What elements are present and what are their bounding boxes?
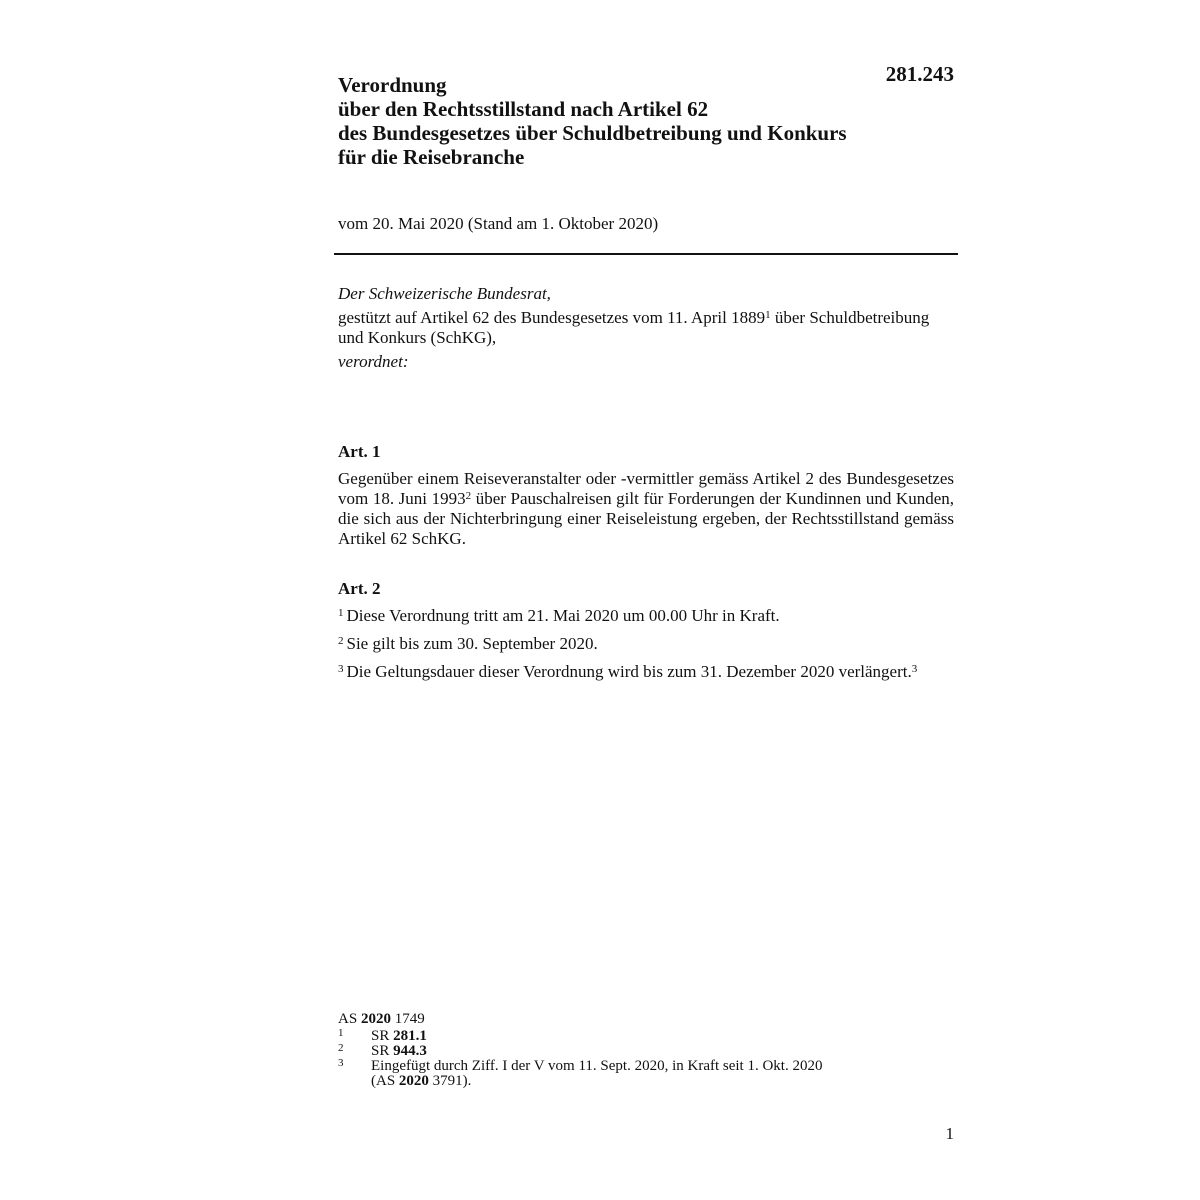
paragraph-number: 1 xyxy=(338,607,344,619)
paragraph-text: Diese Verordnung tritt am 21. Mai 2020 um 00.00 Uhr in Kraft. xyxy=(346,606,780,625)
paragraph-text: Sie gilt bis zum 30. September 2020. xyxy=(346,634,598,653)
footnote-ref[interactable]: 2 xyxy=(465,490,472,502)
footnote-as-reference xyxy=(371,1074,954,1089)
footnote-text: SR xyxy=(371,1028,394,1044)
paragraph xyxy=(338,634,954,654)
divider-rule xyxy=(334,253,958,255)
paragraph-text: Die Geltungsdauer dieser Verordnung wird bis zum 31. Dezember 2020 verlängert. xyxy=(346,662,912,681)
article-text-part: Gegenüber einem Reiseveranstalter oder -vermittler gemäss Artikel 2 des Bundesgesetzes vom 18. Juni 1993 xyxy=(338,469,954,508)
document-title xyxy=(338,73,938,169)
sr-number: 281.243 xyxy=(885,62,954,86)
footnote-number: 3 xyxy=(338,1057,344,1069)
footnote-number: 2 xyxy=(338,1042,344,1054)
footnote-ref-number: 944.3 xyxy=(393,1043,427,1059)
preamble-issuer: Der Schweizerische Bundesrat, xyxy=(338,284,551,303)
footnote-text: SR xyxy=(371,1043,394,1059)
footnote-ref[interactable]: 3 xyxy=(911,663,918,675)
preamble-enact: verordnet: xyxy=(338,352,409,371)
article-text-part: über Pauschalreisen gilt für Forderungen der Kundinnen und Kunden, die sich aus der Nichterbringung einer Reiseleistung ergeben, der Rechtsstillstand gemäss Artikel 62 SchKG. xyxy=(338,489,955,548)
title-line: über den Rechtsstillstand nach Artikel 62 xyxy=(338,97,709,121)
preamble-basis-text: über Schuldbetreibung und Konkurs (SchKG), xyxy=(338,308,930,347)
footnote-text: Eingefügt durch Ziff. I der V vom 11. Sept. 2020, in Kraft seit 1. Okt. 2020 xyxy=(371,1058,823,1074)
as-prefix: AS xyxy=(338,1011,361,1027)
footnote-text: (AS xyxy=(371,1073,399,1089)
preamble xyxy=(338,284,954,372)
footnote xyxy=(338,1029,954,1044)
article-heading: Art. 2 xyxy=(338,579,381,598)
article-text xyxy=(338,469,954,549)
preamble-basis-text: gestützt auf Artikel 62 des Bundesgesetzes vom 11. April 1889 xyxy=(338,308,766,327)
article-2 xyxy=(338,578,954,690)
paragraph-number: 2 xyxy=(338,635,344,647)
as-page: 1749 xyxy=(390,1011,425,1027)
preamble-basis xyxy=(338,308,954,348)
date-line: vom 20. Mai 2020 (Stand am 1. Oktober 2020) xyxy=(338,214,659,233)
footnote xyxy=(338,1044,954,1059)
paragraph-number: 3 xyxy=(338,663,344,675)
footnote-text: 3791). xyxy=(428,1073,472,1089)
as-year: 2020 xyxy=(360,1011,391,1027)
footnote-ref[interactable]: 1 xyxy=(765,309,771,321)
footnote-ref-number: 281.1 xyxy=(393,1028,427,1044)
footnote-number: 1 xyxy=(338,1027,344,1039)
title-line: Verordnung xyxy=(338,73,447,97)
title-line: für die Reisebranche xyxy=(338,145,525,169)
as-reference xyxy=(338,1012,954,1027)
paragraph xyxy=(338,662,954,682)
article-heading: Art. 1 xyxy=(338,442,381,461)
article-1 xyxy=(338,441,954,549)
footnotes xyxy=(338,1012,954,1089)
paragraph xyxy=(338,606,954,626)
footnote xyxy=(338,1059,954,1089)
title-line: des Bundesgesetzes über Schuldbetreibung und Konkurs xyxy=(338,121,847,145)
page-number: 1 xyxy=(945,1124,954,1143)
as-year: 2020 xyxy=(398,1073,429,1089)
